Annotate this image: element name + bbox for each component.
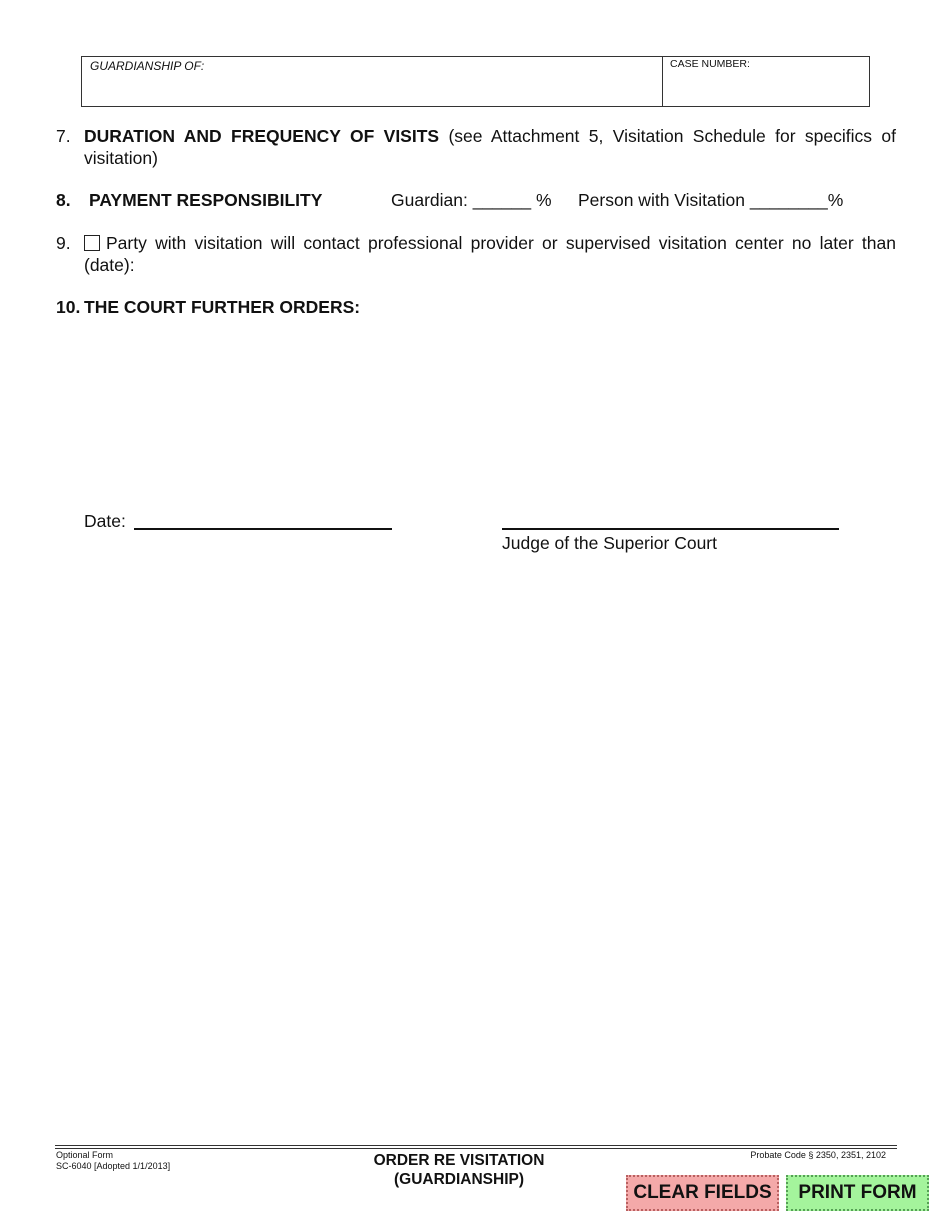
item-10-number: 10. — [56, 297, 81, 317]
item-9-text-wrap — [84, 232, 896, 276]
case-number-input[interactable] — [670, 70, 862, 96]
person-with-visitation-percent-field[interactable]: Person with Visitation ________% — [578, 190, 844, 210]
item-7-heading: DURATION AND FREQUENCY OF VISITS — [84, 126, 440, 146]
form-id-text: SC-6040 [Adopted 1/1/2013] — [56, 1161, 171, 1171]
item-8-number: 8. — [56, 190, 71, 210]
guardian-percent-field[interactable]: Guardian: ______ % — [391, 190, 552, 210]
item-10-further-orders — [56, 296, 896, 318]
item-7-text — [84, 125, 896, 169]
probate-code-reference: Probate Code § 2350, 2351, 2102 — [750, 1150, 886, 1160]
item-9-contact-provider — [56, 232, 896, 276]
item-7-description: (see Attachment 5, Visitation Schedule for specifics of visitation) — [84, 126, 896, 168]
footer-form-info — [56, 1150, 170, 1172]
clear-fields-button[interactable]: CLEAR FIELDS — [626, 1175, 779, 1211]
footer-form-title — [330, 1151, 588, 1189]
item-7-duration — [56, 125, 896, 169]
date-label: Date: — [84, 511, 126, 531]
print-form-button[interactable]: PRINT FORM — [786, 1175, 929, 1211]
guardianship-of-input[interactable] — [90, 73, 654, 99]
further-orders-textarea[interactable] — [84, 324, 896, 494]
item-9-checkbox[interactable] — [84, 235, 100, 251]
judge-label: Judge of the Superior Court — [502, 533, 717, 553]
date-signature-line[interactable] — [134, 528, 392, 530]
footer-divider-bottom — [55, 1148, 897, 1149]
case-number-cell — [663, 57, 869, 106]
footer-title-line-1: ORDER RE VISITATION — [373, 1152, 545, 1169]
item-9-text: Party with visitation will contact professional provider or supervised visitation center no later than (date): — [84, 233, 896, 275]
footer-title-line-2: (GUARDIANSHIP) — [393, 1171, 525, 1188]
case-caption-box — [81, 56, 870, 107]
guardianship-of-label: GUARDIANSHIP OF: — [90, 59, 205, 73]
judge-signature-line — [502, 528, 839, 530]
case-number-label: CASE NUMBER: — [670, 58, 750, 70]
item-7-number: 7. — [56, 126, 71, 146]
footer-divider-top — [55, 1145, 897, 1146]
item-9-number: 9. — [56, 233, 71, 253]
item-10-heading: THE COURT FURTHER ORDERS: — [84, 297, 361, 317]
guardianship-of-cell — [82, 57, 663, 106]
optional-form-text: Optional Form — [56, 1150, 114, 1160]
item-8-heading: PAYMENT RESPONSIBILITY — [89, 190, 323, 210]
